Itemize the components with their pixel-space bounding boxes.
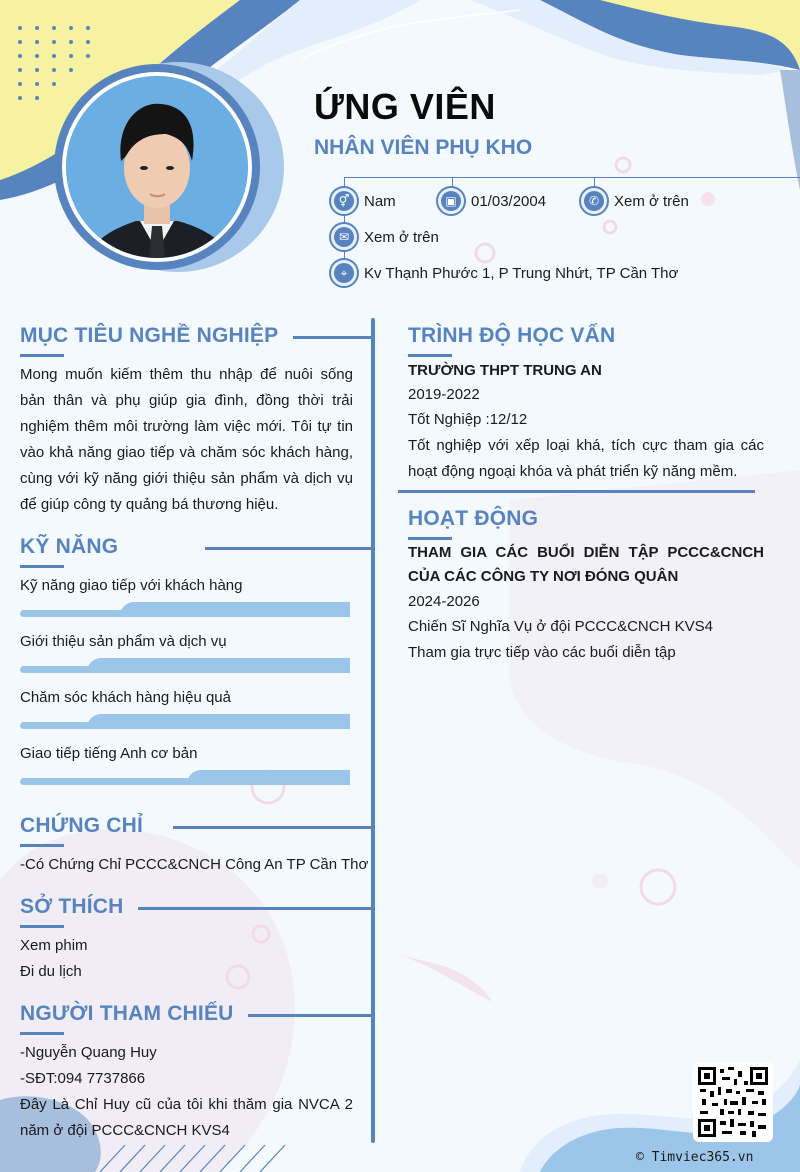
skill-bar [20,770,350,785]
contact-gender: ⚥ Nam [329,186,396,216]
phone-icon: ✆ [579,186,609,216]
contact-address: ⌖ Kv Thạnh Phước 1, P Trung Nhứt, TP Cần Thơ [329,258,678,288]
skill-label: Giao tiếp tiếng Anh cơ bản [20,745,198,762]
reference-name: -Nguyễn Quang Huy [20,1044,157,1061]
education-school: TRƯỜNG THPT TRUNG AN [408,362,602,379]
hobby-item: Đi du lịch [20,963,82,980]
reference-note: Đây Là Chỉ Huy cũ của tôi khi thăm gia NVCA 2 năm ở đội PCCC&CNCH KVS4 [20,1096,353,1139]
hobby-item: Xem phim [20,937,88,954]
qr-code-icon [698,1067,768,1137]
gender-icon: ⚥ [329,186,359,216]
copyright-text: © Timviec365.vn [636,1150,754,1165]
contact-phone: ✆ Xem ở trên [579,186,689,216]
section-title-certificates: CHỨNG CHỈ [20,814,144,837]
skill-bar [20,602,350,617]
education-divider [398,490,755,493]
email-icon: ✉ [329,222,359,252]
section-title-skills: KỸ NĂNG [20,535,119,558]
activity-period: 2024-2026 [408,593,480,610]
avatar[interactable] [62,72,252,262]
education-description: Tốt nghiệp với xếp loại khá, tích cực tham gia các hoạt động ngoại khóa và phát triển kỹ năng mềm. [408,437,764,480]
certificate-item: -Có Chứng Chỉ PCCC&CNCH Công An TP Cần Thơ [20,856,369,873]
section-title-references: NGƯỜI THAM CHIẾU [20,1002,234,1025]
skill-label: Kỹ năng giao tiếp với khách hàng [20,577,243,594]
section-title-objective: MỤC TIÊU NGHỀ NGHIỆP [20,324,279,347]
activity-name: THAM GIA CÁC BUỔI DIỄN TẬP PCCC&CNCH CỦA CÁC CÔNG TY NƠI ĐÓNG QUÂN [408,544,764,585]
activity-description: Tham gia trực tiếp vào các buổi diễn tập [408,644,676,661]
info-connector [344,177,800,178]
education-period: 2019-2022 [408,386,480,403]
candidate-role: NHÂN VIÊN PHỤ KHO [314,136,533,159]
contact-birthday: ▣ 01/03/2004 [436,186,546,216]
avatar-frame [52,62,284,272]
section-title-activities: HOẠT ĐỘNG [408,507,539,530]
location-icon: ⌖ [329,258,359,288]
objective-text: Mong muốn kiếm thêm thu nhập để nuôi sống bản thân và phụ giúp gia đình, đồng thời trải nghiệm thêm môi trường làm việc mới. Tôi tự tin vào khả năng giao tiếp và chăm sóc khách hàng, cùng với kỹ năng giới thiệu sản phẩm và dịch vụ để giúp công ty quảng bá thương hiệu. [20,366,353,513]
skill-label: Giới thiệu sản phẩm và dịch vụ [20,633,227,650]
profile-photo [66,76,248,258]
reference-phone: -SĐT:094 7737866 [20,1070,146,1087]
qr-code[interactable] [693,1062,773,1142]
section-title-education: TRÌNH ĐỘ HỌC VẤN [408,324,616,347]
activity-position: Chiến Sĩ Nghĩa Vụ ở đội PCCC&CNCH KVS4 [408,618,713,635]
skill-bar [20,714,350,729]
contact-email: ✉ Xem ở trên [329,222,439,252]
candidate-name: ỨNG VIÊN [314,86,496,127]
section-title-hobbies: SỞ THÍCH [20,895,124,918]
skill-label: Chăm sóc khách hàng hiệu quả [20,689,231,706]
column-divider [371,318,375,1143]
skill-bar [20,658,350,673]
education-grade: Tốt Nghiệp :12/12 [408,411,528,428]
calendar-icon: ▣ [436,186,466,216]
